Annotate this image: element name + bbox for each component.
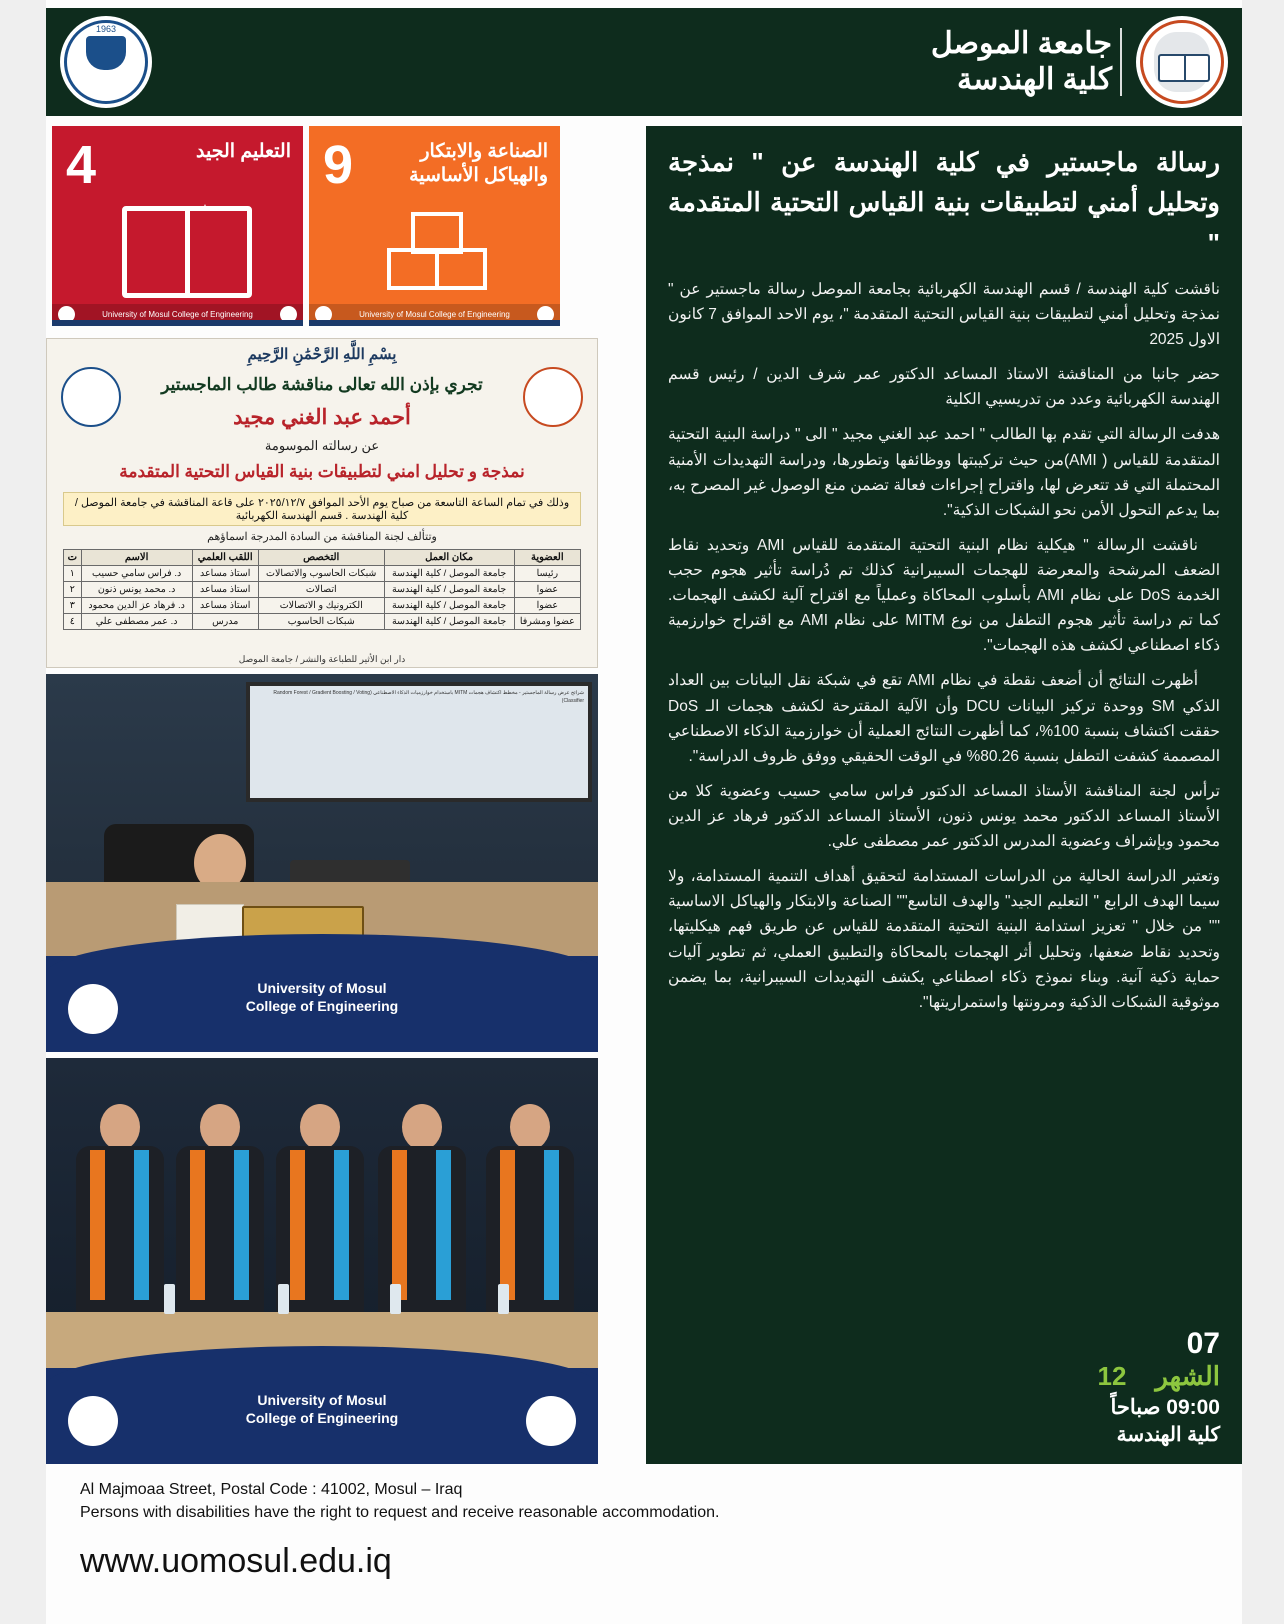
committee-member <box>174 1104 266 1314</box>
poster-subtitle: عن رسالته الموسومة <box>264 438 380 453</box>
event-month-label: الشهر <box>1155 1360 1220 1391</box>
poster-announcement-line: تجري بإذن الله تعالى مناقشة طالب الماجستير <box>161 375 483 394</box>
poster-student-name: أحمد عبد الغني مجيد <box>233 406 411 429</box>
poster-committee-note: وتتألف لجنة المناقشة من السادة المدرجة اسماؤهم <box>207 531 437 543</box>
page-footer <box>46 1478 1242 1581</box>
article-paragraph: ناقشت كلية الهندسة / قسم الهندسة الكهربائية بجامعة الموصل رسالة ماجستير عن " نمذجة وتحليل أمني لتطبيقات بنية القياس التحتية المتقدمة "، يوم الاحد الموافق 7 كانون الاول 2025 <box>668 280 1220 349</box>
cell-specialty: اتصالات <box>258 582 384 598</box>
industry-cubes-icon <box>387 220 497 290</box>
tissue-box <box>176 904 244 940</box>
cell-academic-title: مدرس <box>192 614 258 630</box>
sdg-label: الصناعة والابتكار والهياكل الأساسية <box>409 141 548 186</box>
cell-specialty: شبكات الحاسوب <box>258 614 384 630</box>
table-row <box>64 598 581 614</box>
page-title: رسالة ماجستير في كلية الهندسة عن " نمذجة وتحليل أمني لتطبيقات بنية القياس التحتية المتقدمة " <box>668 147 1220 258</box>
cell-academic-title: استاذ مساعد <box>192 598 258 614</box>
banner-line-2: College of Engineering <box>245 1409 399 1426</box>
article-paragraph: هدفت الرسالة التي تقدم بها الطالب " احمد عبد الغني مجيد " الى " دراسة البنية التحتية المتقدمة للقياس ( AMI)من حيث تركيبتها ووظائفها وتطورها، ودراسة التهديدات الأمنية المحتملة التي قد تتعرض لها، واقتراح إجراءات فعالة تضمن منع الوصول غير المصرح به، بما يدعم التحول الأمن نحو الشبكات الذكية". <box>668 426 1220 519</box>
banner-text <box>46 1392 598 1427</box>
sdg-number: 4 <box>66 135 97 195</box>
article-paragraph: ترأس لجنة المناقشة الأستاذ المساعد الدكتور فراس سامي حسيب وعضوية كلا من الأستاذ المساعد الدكتور محمد يونس ذنون، الأستاذ المساعد الدكتور فرهاد عز الدين محمود وبإشراف وعضوية المدرس الدكتور عمر مصطفى علي. <box>668 782 1220 851</box>
cell-name: د. فراس سامي حسيب <box>81 566 192 582</box>
table-row <box>64 566 581 582</box>
page-left-margin <box>0 0 46 1624</box>
sdg-bottom-strip <box>309 320 560 326</box>
seal-year: 1963 <box>95 24 117 34</box>
committee-member <box>484 1104 576 1314</box>
column-header-index: ت <box>64 550 82 566</box>
banner-logo-left <box>68 1396 118 1446</box>
water-bottle <box>390 1284 401 1314</box>
projection-screen: شرائح عرض رسالة الماجستير - مخطط اكتشاف هجمات MITM باستخدام خوارزميات الذكاء الاصطناعي (Random Forest / Gradient Boosting / Voting Classifier) <box>246 682 592 802</box>
table-row <box>64 614 581 630</box>
article-paragraph: ناقشت الرسالة " هيكلية نظام البنية التحتية المتقدمة للقياس AMI وتحديد نقاط الضعف المرشحة والمعرضة للهجمات السيبرانية كذلك تم دُراسة تأثير هجوم حجب الخدمة DoS على نظام AMI بأسلوب المحاكاة وعملياً مع اقتراح آلية لكشف الهجمات. كما تم دراسة تأثير هجوم التطفل من نوع MITM على نظام AMI مع اقتراح خوارزمية ذكاء اصطناعي لكشف هذه الهجمات". <box>668 536 1220 655</box>
college-name: كلية الهندسة <box>956 63 1112 96</box>
cell-academic-title: استاذ مساعد <box>192 582 258 598</box>
event-month <box>1098 1360 1221 1394</box>
page-header <box>46 8 1242 116</box>
banner-text <box>46 980 598 1015</box>
cell-name: د. فرهاد عز الدين محمود <box>81 598 192 614</box>
page-body <box>46 126 1242 1464</box>
photo-committee-group <box>46 1058 598 1464</box>
committee-member <box>376 1104 468 1314</box>
banner-logo-left <box>68 984 118 1034</box>
poster-thesis-title: نمذجة و تحليل امني لتطبيقات بنية القياس التحتية المتقدمة <box>119 462 525 481</box>
page-right-margin <box>1242 0 1284 1624</box>
poster-datetime-note: وذلك في تمام الساعة التاسعة من صباح يوم الأحد الموافق ٢٠٢٥/١٢/٧ على قاعة المناقشة في جامعة الموصل / كلية الهندسة . قسم الهندسة الكهربائية <box>63 492 581 526</box>
water-bottle <box>164 1284 175 1314</box>
table-row <box>64 582 581 598</box>
photo-defense-presentation <box>46 674 598 1052</box>
event-month-value: 12 <box>1097 1360 1127 1391</box>
water-bottle <box>278 1284 289 1314</box>
committee-table <box>63 549 581 630</box>
footer-accessibility-note: Persons with disabilities have the right to request and receive reasonable accommodation. <box>80 1504 720 1522</box>
cell-name: د. محمد يونس ذنون <box>81 582 192 598</box>
university-of-mosul-seal <box>60 16 152 108</box>
article-paragraph: وتعتبر الدراسة الحالية من الدراسات المستدامة لتحقيق أهداف التنمية المستدامة، ولا سيما الهدف الرابع " التعليم الجيد" والهدف التاسع"" الصناعة والابتكار والهياكل الاساسية "" من خلال " تعزيز استدامة البنية التحتية المتقدمة للقياس عن طريق فهم هيكليتها، وتحديد نقاط ضعفها، وتحليل أثر الهجمات بالمحاكاة والتطبيق العملي، ثم تطوير آليات حماية ذكية آنية. وبناء نموذج ذكاء اصطناعي يكشف التهديدات السيبرانية، بما يضمن موثوقية الشبكات الذكية ومرونتها واستمراريتها". <box>668 868 1220 1011</box>
table-header-row <box>64 550 581 566</box>
cell-index: ٤ <box>64 614 82 630</box>
open-book-icon <box>122 206 252 298</box>
cell-workplace: جامعة الموصل / كلية الهندسة <box>384 566 514 582</box>
sdg-cards <box>52 126 560 326</box>
cell-workplace: جامعة الموصل / كلية الهندسة <box>384 614 514 630</box>
banner-logo-right <box>526 1396 576 1446</box>
column-header-membership: العضوية <box>514 550 580 566</box>
poster-publisher: دار ابن الأثير للطباعة والنشر / جامعة الموصل <box>238 654 406 664</box>
banner-line-1: University of Mosul <box>257 1392 387 1408</box>
banner-line-1: University of Mosul <box>257 980 387 996</box>
water-bottle <box>498 1284 509 1314</box>
cell-workplace: جامعة الموصل / كلية الهندسة <box>384 582 514 598</box>
poster-basmala: بِسْمِ اللَّهِ الرَّحْمَٰنِ الرَّحِيمِ <box>247 346 397 363</box>
defense-announcement-poster <box>46 338 598 668</box>
sdg-card-4 <box>52 126 303 326</box>
cell-specialty: الكترونيك و الاتصالات <box>258 598 384 614</box>
sdg-card-9 <box>309 126 560 326</box>
footer-address: Al Majmoaa Street, Postal Code : 41002, Mosul – Iraq <box>80 1481 463 1498</box>
article-column <box>646 126 1242 1464</box>
photo-banner <box>46 1368 598 1464</box>
cell-membership: رئيسا <box>514 566 580 582</box>
college-of-engineering-seal <box>1136 16 1228 108</box>
sdg-number: 9 <box>323 135 354 195</box>
cell-membership: عضوا ومشرفا <box>514 614 580 630</box>
article-paragraph: حضر جانبا من المناقشة الاستاذ المساعد الدكتور عمر شرف الدين / رئيس قسم الهندسة الكهربائية وعدد من تدريسيي الكلية <box>668 366 1220 409</box>
event-day: 07 <box>1186 1326 1220 1360</box>
column-header-specialty: التخصص <box>258 550 384 566</box>
event-time: 09:00 صباحاً <box>1110 1395 1220 1419</box>
article-paragraph: أظهرت النتائج أن أضعف نقطة في نظام AMI تقع في شبكة نقل البيانات بين العداد الذكي SM ووحدة تركيز البيانات DCU وأن الآلية المقترحة لكشف هجمات الـ DoS حققت اكتشاف بنسبة 100%، كما أظهرت النتائج العملية أن خوارزمية الذكاء الاصطناعي المصممة كشفت التطفل بنسبة 80.26% في الوقت الحقيقي ووفق ظروف الدراسة". <box>668 672 1220 765</box>
column-header-name: الاسم <box>81 550 192 566</box>
cell-index: ١ <box>64 566 82 582</box>
cell-membership: عضوا <box>514 582 580 598</box>
banner-line-2: College of Engineering <box>245 997 399 1014</box>
committee-member <box>274 1104 366 1314</box>
poster-logo-right <box>523 367 583 427</box>
column-header-academic-title: اللقب العلمي <box>192 550 258 566</box>
event-place: كلية الهندسة <box>1116 1424 1220 1446</box>
photo-banner <box>46 956 598 1052</box>
sdg-footer: University of Mosul College of Engineering <box>52 304 303 326</box>
header-titles <box>152 26 1136 98</box>
cell-academic-title: استاذ مساعد <box>192 566 258 582</box>
header-divider <box>1120 28 1122 96</box>
cell-specialty: شبكات الحاسوب والاتصالات <box>258 566 384 582</box>
sdg-footer: University of Mosul College of Engineering <box>309 304 560 326</box>
column-header-workplace: مكان العمل <box>384 550 514 566</box>
cell-membership: عضوا <box>514 598 580 614</box>
sdg-label: التعليم الجيد <box>196 141 291 162</box>
cell-workplace: جامعة الموصل / كلية الهندسة <box>384 598 514 614</box>
poster-logo-left <box>61 367 121 427</box>
cell-index: ٣ <box>64 598 82 614</box>
media-column <box>46 126 640 1464</box>
committee-member <box>74 1104 166 1314</box>
footer-website-url[interactable]: www.uomosul.edu.iq <box>80 1542 392 1581</box>
cell-index: ٢ <box>64 582 82 598</box>
university-name: جامعة الموصل <box>930 27 1112 60</box>
event-datetime-block <box>1098 1327 1221 1448</box>
sdg-bottom-strip <box>52 320 303 326</box>
cell-name: د. عمر مصطفى علي <box>81 614 192 630</box>
